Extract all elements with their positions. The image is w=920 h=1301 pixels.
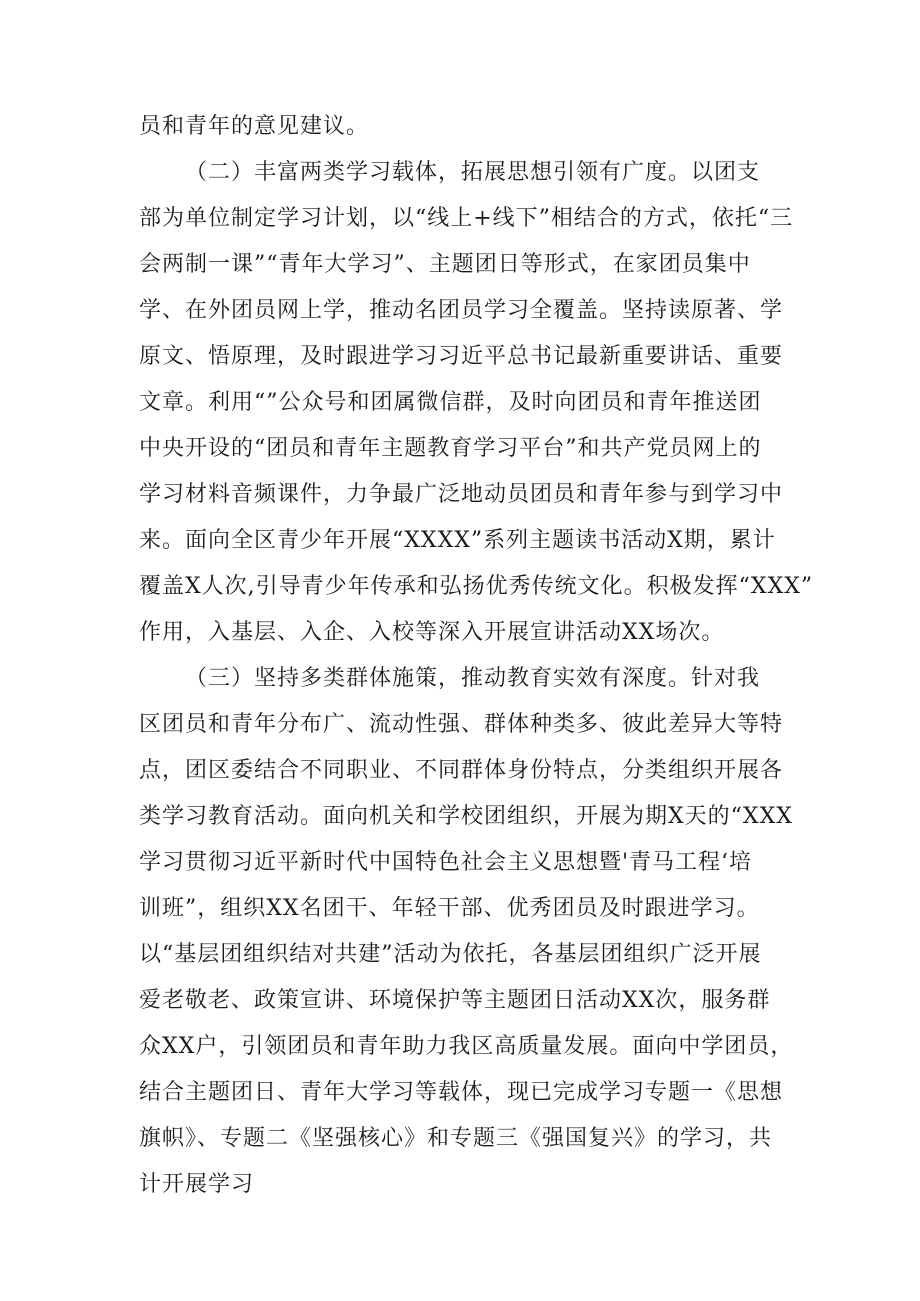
text-line: 员和青年的意见建议。 (139, 114, 370, 139)
text-line: 学习材料音频课件，力争最广泛地动员团员和青年参与到学习中 (139, 482, 784, 507)
text-line: 学、在外团员网上学，推动名团员学习全覆盖。坚持读原著、学 (139, 298, 784, 323)
text-line: 学习贯彻习近平新时代中国特色社会主义思想暨'青马工程‘培 (139, 850, 753, 875)
text-line: 结合主题团日、青年大学习等载体，现已完成学习专题一《思想 (139, 1080, 784, 1105)
text-line: 爱老敬老、政策宣讲、环境保护等主题团日活动XX次，服务群 (139, 988, 771, 1013)
text-line: 训班”，组织XX名团干、年轻干部、优秀团员及时跟进学习。 (139, 896, 760, 921)
text-line: 区团员和青年分布广、流动性强、群体种类多、彼此差异大等特 (139, 712, 784, 737)
text-line: 来。面向全区青少年开展“XXXX”系列主题读书活动X期，累计 (139, 528, 776, 553)
text-line: 会两制一课”“青年大学习”、主题团日等形式，在家团员集中 (139, 252, 751, 277)
text-line: 原文、悟原理，及时跟进学习习近平总书记最新重要讲话、重要 (139, 344, 784, 369)
text-line: 中央开设的“团员和青年主题教育学习平台”和共产党员网上的 (139, 436, 762, 461)
paragraph-2-heading-line: （二）丰富两类学习载体，拓展思想引领有广度。以团支 (185, 160, 761, 185)
text-line: 作用，入基层、入企、入校等深入开展宣讲活动XX场次。 (139, 620, 725, 645)
text-line: 众XX户，引领团员和青年助力我区高质量发展。面向中学团员， (139, 1034, 794, 1059)
text-line: 部为单位制定学习计划，以“线上+线下”相结合的方式，依托“三 (139, 206, 794, 231)
text-line: 以“基层团组织结对共建”活动为依托，各基层团组织广泛开展 (139, 942, 762, 967)
text-line: 类学习教育活动。面向机关和学校团组织，开展为期X天的“XXX (139, 804, 793, 829)
text-line: 点，团区委结合不同职业、不同群体身份特点，分类组织开展各 (139, 758, 784, 783)
text-line: 覆盖X人次,引导青少年传承和弘扬优秀传统文化。积极发挥“XXX” (139, 574, 814, 599)
paragraph-3-heading-line: （三）坚持多类群体施策，推动教育实效有深度。针对我 (185, 666, 761, 691)
text-line: 计开展学习 (139, 1172, 255, 1197)
text-line: 旗帜》、专题二《坚强核心》和专题三《强国复兴》的学习，共 (139, 1126, 773, 1151)
text-line: 文章。利用“”公众号和团属微信群，及时向团员和青年推送团 (139, 390, 762, 415)
